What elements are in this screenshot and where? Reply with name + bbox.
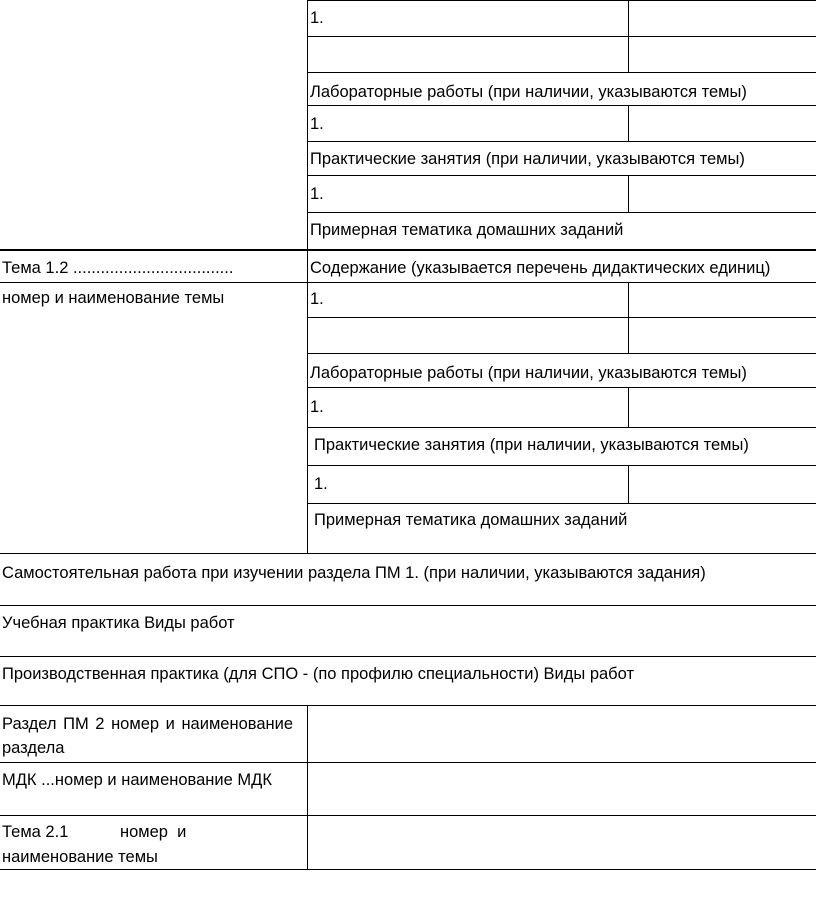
practice-heading: Практические занятия (при наличии, указываются темы) (314, 436, 749, 454)
section-title: Раздел ПМ 2 номер и наименование раздела (2, 715, 294, 757)
row-line (308, 427, 816, 428)
item-number: 1. (310, 290, 324, 308)
topic-label: Тема 2.1 (2, 823, 69, 841)
homework-heading: Примерная тематика домашних заданий (310, 221, 624, 239)
topic-title: Тема 1.2 ................................... (2, 259, 234, 277)
row-line (0, 249, 816, 251)
row-line (0, 282, 816, 283)
topic-subtitle: номер и наименование темы (2, 289, 225, 307)
lab-works-heading: Лабораторные работы (при наличии, указываются темы) (310, 364, 747, 382)
practice-heading: Практические занятия (при наличии, указываются темы) (310, 150, 745, 168)
item-number: 1. (310, 9, 324, 27)
row-line (308, 0, 816, 1)
lab-works-heading: Лабораторные работы (при наличии, указываются темы) (310, 83, 747, 101)
column-line (628, 282, 629, 353)
topic-title-part: номер и (120, 823, 187, 841)
row-line (308, 105, 816, 106)
row-line (308, 36, 816, 37)
item-number: 1. (314, 475, 328, 493)
row-line (308, 141, 816, 142)
row-line (0, 815, 816, 816)
homework-heading: Примерная тематика домашних заданий (314, 511, 628, 529)
column-line (628, 387, 629, 427)
row-line (0, 869, 816, 870)
item-number: 1. (310, 398, 324, 416)
independent-work-row: Самостоятельная работа при изучении раздела ПМ 1. (при наличии, указываются задания) (2, 564, 706, 582)
item-number: 1. (310, 115, 324, 133)
educational-practice-row: Учебная практика Виды работ (2, 614, 235, 632)
row-line (0, 553, 816, 554)
row-line (308, 317, 816, 318)
row-line (0, 605, 816, 606)
column-line (628, 0, 629, 72)
column-line (628, 175, 629, 212)
row-line (308, 212, 816, 213)
row-line (308, 72, 816, 73)
column-line (307, 705, 308, 869)
topic-title-part: наименование темы (2, 848, 158, 866)
column-line (307, 0, 308, 553)
column-line (628, 465, 629, 503)
content-heading: Содержание (указывается перечень дидактических единиц) (310, 259, 771, 277)
row-line (0, 705, 816, 706)
item-number: 1. (310, 185, 324, 203)
row-line (308, 465, 816, 466)
row-line (0, 656, 816, 657)
row-line (308, 353, 816, 354)
column-line (628, 105, 629, 141)
industrial-practice-row: Производственная практика (для СПО - (по профилю специальности) Виды работ (2, 665, 634, 683)
row-line (308, 175, 816, 176)
row-line (0, 762, 816, 763)
row-line (308, 387, 816, 388)
row-line (308, 503, 816, 504)
mdk-title: МДК ...номер и наименование МДК (2, 771, 272, 789)
